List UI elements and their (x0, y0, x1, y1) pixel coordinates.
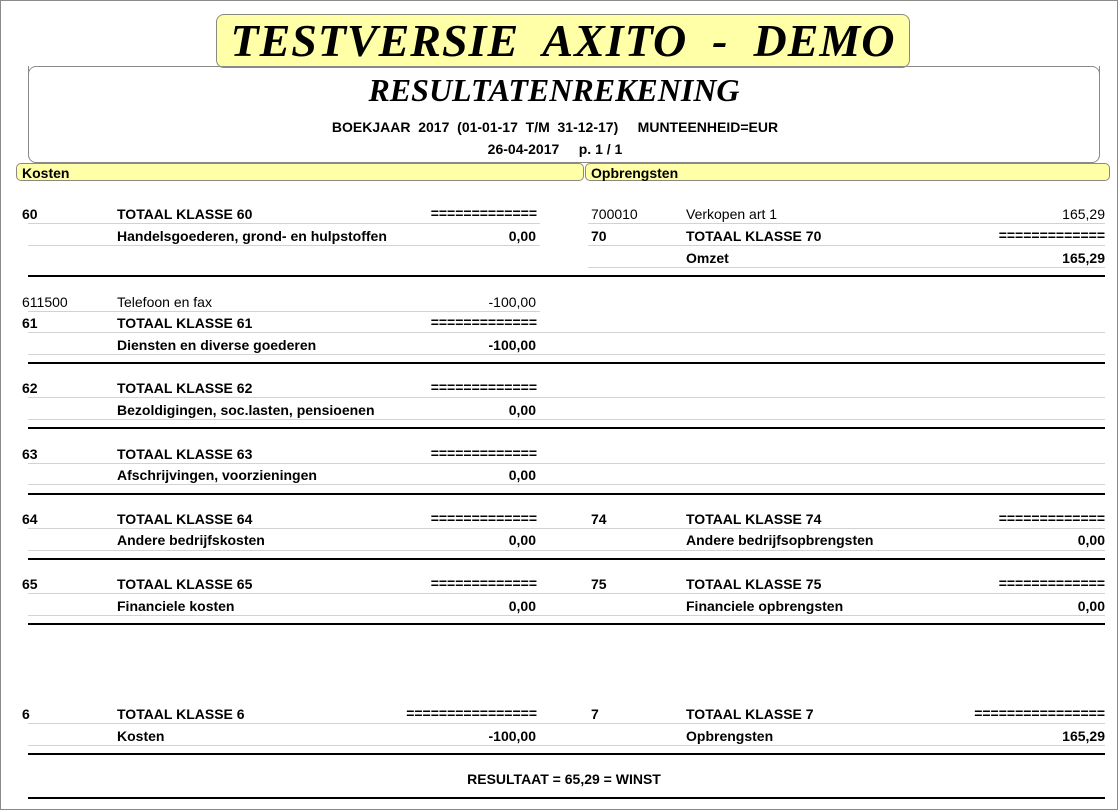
class-amount: 165,29 (1062, 728, 1105, 744)
class-code: 64 (22, 511, 38, 527)
row-divider (28, 550, 1105, 551)
column-header-opbrengsten: Opbrengsten (585, 163, 1110, 181)
row-divider (588, 245, 1105, 246)
class-amount: 0,00 (508, 402, 536, 418)
result-line: RESULTAAT = 65,29 = WINST (467, 771, 661, 787)
class-total-label: TOTAAL KLASSE 6 (117, 706, 245, 722)
class-code: 62 (22, 380, 38, 396)
class-description: Handelsgoederen, grond- en hulpstoffen (117, 228, 387, 244)
total-separator: ============= (430, 575, 537, 591)
footer-separator (28, 797, 1105, 799)
class-code: 75 (591, 576, 607, 592)
class-code: 70 (591, 228, 607, 244)
group-separator (28, 558, 1105, 560)
test-version-banner: TESTVERSIE AXITO - DEMO (216, 14, 910, 68)
row-divider (28, 332, 1105, 333)
account-code: 700010 (591, 206, 638, 222)
row-divider (28, 223, 540, 224)
group-separator (28, 362, 1105, 364)
class-amount: 165,29 (1062, 250, 1105, 266)
total-separator: ============= (430, 445, 537, 461)
group-separator (28, 623, 1105, 625)
class-total-label: TOTAAL KLASSE 63 (117, 446, 253, 462)
group-separator (28, 427, 1105, 429)
row-divider (588, 223, 1105, 224)
class-code: 65 (22, 576, 38, 592)
group-separator (28, 753, 1105, 755)
total-separator: ============= (430, 510, 537, 526)
class-description: Financiele kosten (117, 598, 235, 614)
row-divider (588, 267, 1105, 268)
class-description: Omzet (686, 250, 729, 266)
class-amount: 0,00 (508, 598, 536, 614)
total-separator: ============= (998, 575, 1105, 591)
row-divider (28, 528, 1105, 529)
class-total-label: TOTAAL KLASSE 61 (117, 315, 253, 331)
class-amount: 0,00 (508, 467, 536, 483)
class-total-label: TOTAAL KLASSE 7 (686, 706, 814, 722)
account-name: Telefoon en fax (117, 294, 212, 310)
class-total-label: TOTAAL KLASSE 60 (117, 206, 253, 222)
row-divider (28, 354, 1105, 355)
class-code: 61 (22, 315, 38, 331)
class-description: Diensten en diverse goederen (117, 337, 317, 353)
total-separator: ============= (430, 205, 537, 221)
report-title: RESULTATENREKENING (368, 72, 740, 108)
report-date-page: 26-04-2017 p. 1 / 1 (487, 141, 623, 157)
row-divider (28, 615, 1105, 616)
class-description: Financiele opbrengsten (686, 598, 844, 614)
class-description: Kosten (117, 728, 165, 744)
total-separator: ============= (430, 379, 537, 395)
class-total-label: TOTAAL KLASSE 75 (686, 576, 822, 592)
class-total-label: TOTAAL KLASSE 62 (117, 380, 253, 396)
account-code: 611500 (22, 294, 68, 310)
total-separator: ============= (998, 227, 1105, 243)
report-subtitle: BOEKJAAR 2017 (01-01-17 T/M 31-12-17) MUNTEENHEID=EUR (331, 119, 779, 135)
row-divider (28, 723, 1105, 724)
class-amount: 0,00 (508, 228, 536, 244)
total-separator: ============= (998, 510, 1105, 526)
total-separator: ============= (430, 314, 537, 330)
class-total-label: TOTAAL KLASSE 65 (117, 576, 253, 592)
column-header-kosten: Kosten (16, 163, 584, 181)
account-amount: -100,00 (488, 294, 536, 310)
class-code: 7 (591, 706, 599, 722)
class-amount: -100,00 (488, 337, 536, 353)
class-amount: 0,00 (1077, 532, 1105, 548)
class-description: Bezoldigingen, soc.lasten, pensioenen (117, 402, 375, 418)
class-amount: -100,00 (488, 728, 536, 744)
class-amount: 0,00 (1077, 598, 1105, 614)
class-code: 60 (22, 206, 38, 222)
row-divider (28, 463, 1105, 464)
class-total-label: TOTAAL KLASSE 64 (117, 511, 253, 527)
class-description: Afschrijvingen, voorzieningen (117, 467, 317, 483)
row-divider (28, 245, 540, 246)
account-name: Verkopen art 1 (686, 206, 778, 222)
total-separator: ================ (974, 705, 1105, 721)
class-code: 6 (22, 706, 30, 722)
group-separator (28, 493, 1105, 495)
class-description: Andere bedrijfsopbrengsten (686, 532, 874, 548)
row-divider (28, 484, 1105, 485)
row-divider (28, 745, 1105, 746)
class-total-label: TOTAAL KLASSE 74 (686, 511, 822, 527)
class-total-label: TOTAAL KLASSE 70 (686, 228, 822, 244)
total-separator: ================ (406, 705, 537, 721)
class-description: Andere bedrijfskosten (117, 532, 265, 548)
class-code: 63 (22, 446, 38, 462)
row-divider (28, 311, 540, 312)
row-divider (28, 397, 1105, 398)
class-code: 74 (591, 511, 607, 527)
row-divider (28, 419, 1105, 420)
group-separator (28, 275, 1105, 277)
class-description: Opbrengsten (686, 728, 774, 744)
row-divider (28, 593, 1105, 594)
account-amount: 165,29 (1062, 206, 1105, 222)
class-amount: 0,00 (508, 532, 536, 548)
